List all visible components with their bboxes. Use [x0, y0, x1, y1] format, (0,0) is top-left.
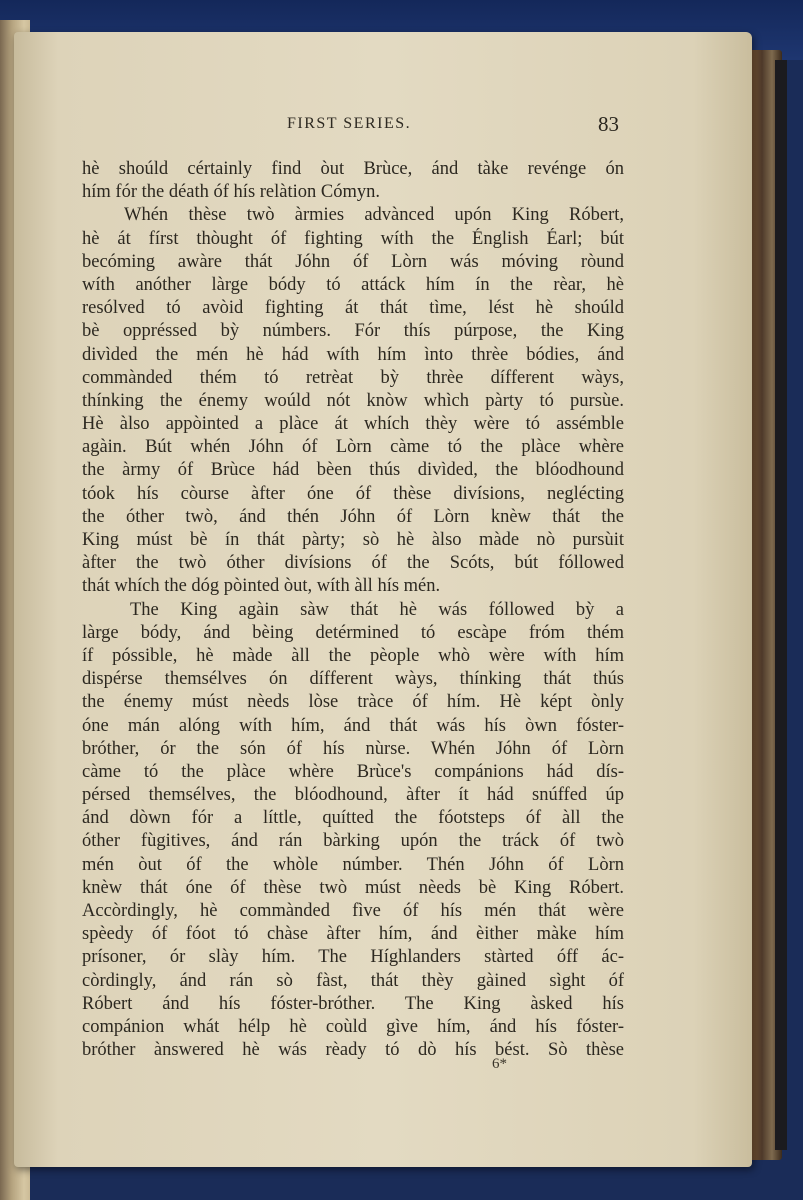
page-number: 83: [598, 112, 619, 136]
paragraph-first-line: Whén thèse twò àrmies advànced upón King Róbert,: [124, 205, 624, 226]
text-line: agàin. Bút whén Jóhn óf Lòrn càme tó the plàce whère: [82, 437, 624, 458]
text-line: làrge bódy, ánd bèing detérmined tó escàpe fróm thém: [82, 622, 624, 643]
text-line: King múst bè ín thát pàrty; sò hè àlso màde nò pursùit: [82, 530, 624, 550]
text-line: hè át fírst thòught óf fighting wíth the Énglish Éarl; bút: [82, 228, 624, 249]
text-line: the àrmy óf Brùce hád bèen thús divìded, the blóodhound: [82, 460, 624, 481]
text-line: the énemy múst nèeds lòse tràce óf hím. Hè képt ònly: [82, 692, 624, 713]
text-line: thát whích the dóg pòinted òut, wíth àll hís mén.: [82, 576, 441, 597]
text-line: ánd dòwn fór a líttle, quítted the fóotsteps óf àll the: [82, 808, 624, 829]
text-line: divìded the mén hè hád wíth hím ìnto thrèe bódies, ánd: [82, 344, 624, 365]
text-line: bè oppréssed bỳ númbers. Fór thís púrpose, the King: [82, 321, 624, 342]
text-line: còrdingly, ánd rán sò fàst, thát thèy gàined sìght óf: [82, 970, 624, 991]
text-line: prísoner, ór slày hím. The Híghlanders stàrted óff ác-: [82, 947, 624, 968]
text-line: mén òut óf the whòle númber. Thén Jóhn óf Lòrn: [82, 854, 624, 875]
text-line: pérsed themsélves, the blóodhound, àfter ít hád snúffed úp: [82, 785, 624, 806]
text-line: Accòrdingly, hè commànded fìve óf hís mén thát wère: [82, 901, 624, 921]
text-line: bróther, ór the són óf hís nùrse. Whén Jóhn óf Lòrn: [82, 738, 624, 759]
text-line: knèw thát óne óf thèse twò múst nèeds bè King Róbert.: [82, 877, 624, 898]
text-line: óther fùgitives, ánd rán bàrking upón the tráck óf twò: [82, 831, 624, 852]
text-line: càme tó the plàce whère Brùce's compánions hád dís-: [82, 761, 624, 782]
signature-mark: 6*: [492, 1056, 507, 1072]
text-line: íf póssible, hè màde àll the pèople whò wère wíth hím: [82, 645, 624, 666]
text-line: Róbert ánd hís fóster-bróther. The King àsked hís: [82, 993, 624, 1014]
text-line: óne mán alóng wíth hím, ánd thát wás hís òwn fóster-: [82, 715, 624, 736]
running-head: FIRST SERIES.: [287, 115, 412, 132]
text-line: hè shoúld cértainly find òut Brùce, ánd tàke revénge ón: [82, 159, 624, 179]
paragraph-first-line: The King agàin sàw thát hè wás fóllowed bỳ a: [130, 599, 624, 620]
text-line: compánion whát hélp hè coùld gìve hím, ánd hís fóster-: [82, 1016, 624, 1037]
text-line: the óther twò, ánd thén Jóhn óf Lòrn knèw thát the: [82, 506, 624, 527]
text-line: Hè àlso appòinted a plàce át whích thèy wère tó assémble: [82, 414, 624, 435]
book-cover-shadow: [775, 60, 787, 1150]
text-line: dispérse themsélves ón dífferent wàys, thínking thát thús: [82, 669, 624, 690]
text-line: àfter the twò óther divísions óf the Scóts, bút fóllowed: [82, 553, 624, 574]
text-line: becóming awàre thát Jóhn óf Lòrn wás móving ròund: [82, 251, 624, 272]
text-line: tóok hís còurse àfter óne óf thèse divísions, neglécting: [82, 483, 624, 504]
text-line: resólved tó avòid fighting át thát tìme, lést hè shoúld: [82, 298, 624, 319]
text-line: thínking the énemy woúld nót knòw whìch pàrty tó pursùe.: [82, 390, 624, 411]
body-text: [82, 158, 624, 1062]
text-line: hím fór the déath óf hís relàtion Cómyn.: [82, 182, 380, 203]
text-line: commànded thém tó retrèat bỳ thrèe dífferent wàys,: [82, 367, 624, 388]
text-line: wíth anóther làrge bódy tó attáck hím ín the rèar, hè: [82, 274, 624, 295]
text-line: spèedy óf fóot tó chàse àfter hím, ánd èither màke hím: [82, 924, 624, 945]
text-line: bróther ànswered hè wás rèady tó dò hís bést. Sò thèse: [82, 1040, 624, 1061]
